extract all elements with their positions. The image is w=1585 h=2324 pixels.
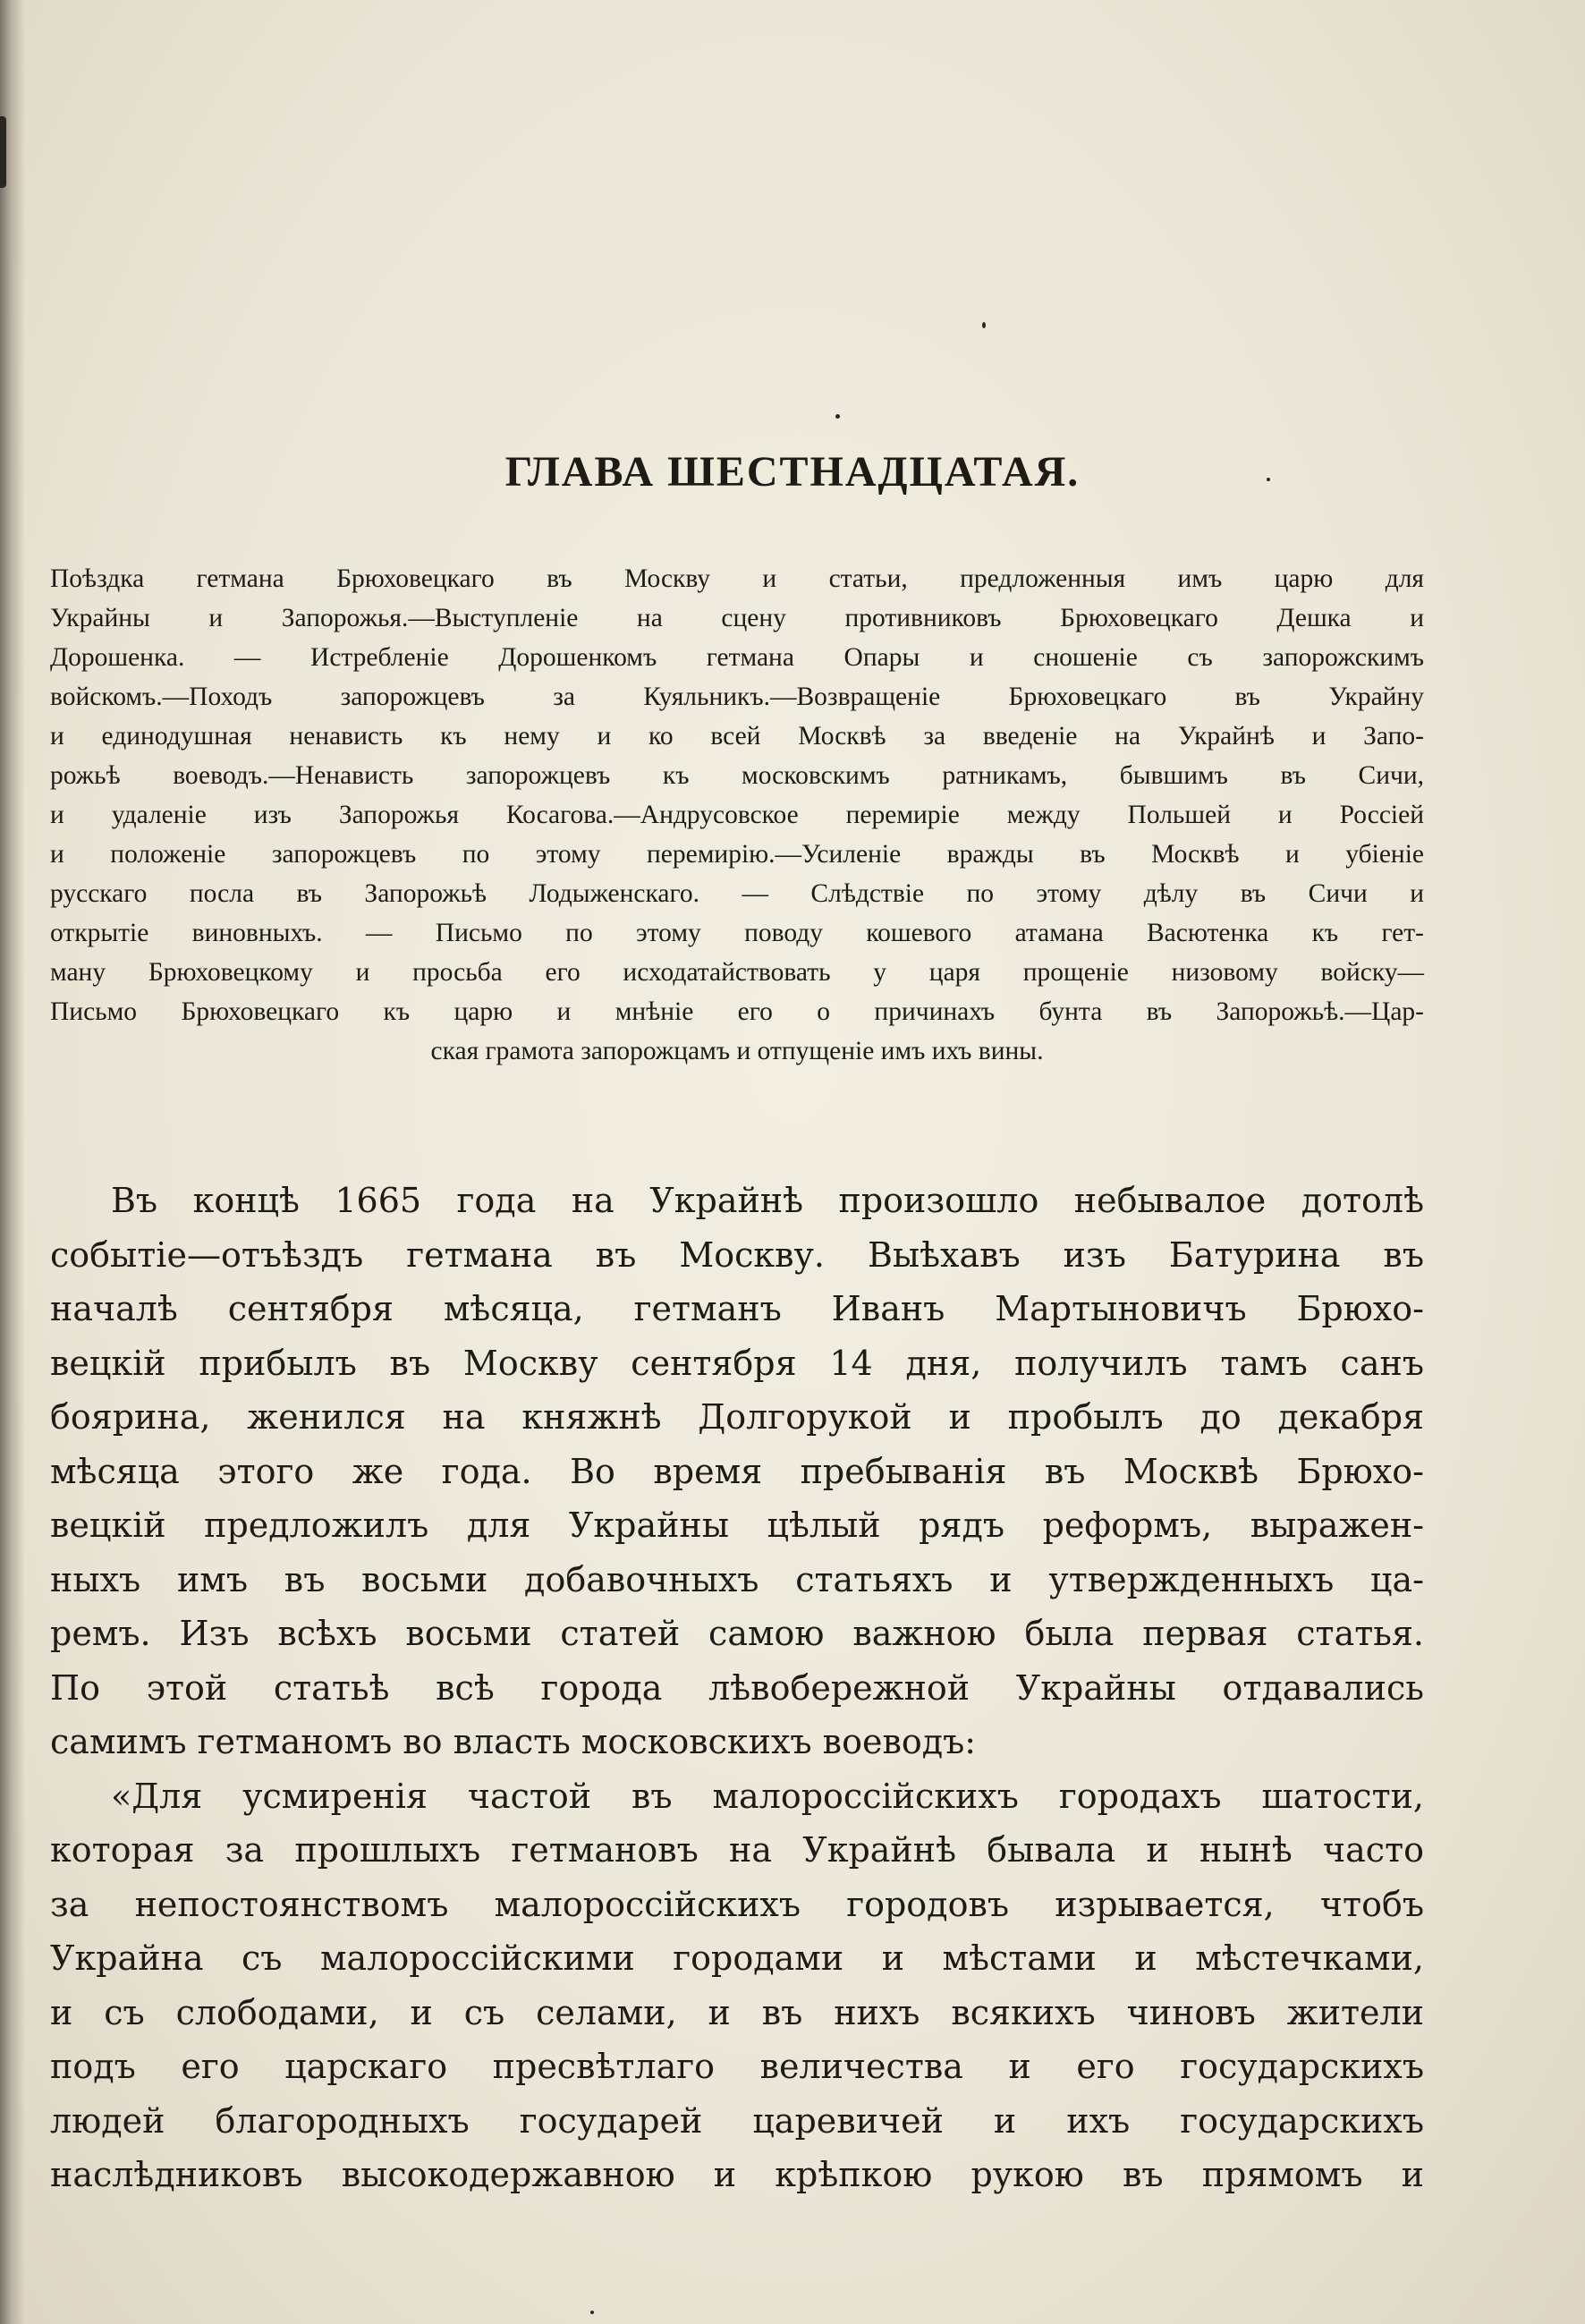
body-line: мѣсяца этого же года. Во время пребыванія въ Москвѣ Брюхо- [50,1451,1424,1491]
body-line: подъ его царскаго пресвѣтлаго величества и его государскихъ [50,2047,1424,2086]
body-line: боярина, женился на княжнѣ Долгорукой и пробылъ до декабря [50,1397,1424,1437]
body-line: и съ слободами, и съ селами, и въ нихъ всякихъ чиновъ жители [50,1992,1424,2032]
summary-line: и удаленіе изъ Запорожья Косагова.—Андрусовское перемиріе между Польшей и Россіей [50,801,1424,829]
body-line: людей благородныхъ государей царевичей и ихъ государскихъ [50,2100,1424,2141]
chapter-title: ГЛАВА ШЕСТНАДЦАТАЯ. [504,448,1081,496]
summary-line: Поѣздка гетмана Брюховецкаго въ Москву и статьи, предложенныя имъ царю для [50,564,1424,593]
ink-speck [835,414,840,419]
body-line: вецкій прибылъ въ Москву сентября 14 дня, получилъ тамъ санъ [50,1343,1424,1383]
summary-line: русскаго посла въ Запорожьѣ Лодыженскаго. — Слѣдствіе по этому дѣлу въ Сичи и [50,879,1424,908]
summary-line: и единодушная ненависть къ нему и ко всей Москвѣ за введеніе на Украйнѣ и Запо- [50,722,1424,751]
page-binding-shadow [0,0,25,2324]
body-line: «Для усмиренія частой въ малороссійскихъ городахъ шатости, [111,1776,1424,1816]
body-line: началѣ сентября мѣсяца, гетманъ Иванъ Мартыновичъ Брюхо- [50,1289,1424,1328]
body-line: событіе—отъѣздъ гетмана въ Москву. Выѣхавъ изъ Батурина въ [50,1234,1424,1275]
body-line: которая за прошлыхъ гетмановъ на Украйнѣ бывала и нынѣ часто [50,1830,1424,1870]
summary-line: войскомъ.—Походъ запорожцевъ за Куяльникъ.—Возвращеніе Брюховецкаго въ Украйну [50,683,1424,711]
summary-line: ская грамота запорожцамъ и отпущеніе имъ ихъ вины. [430,1037,1044,1065]
ink-speck [982,322,986,328]
summary-line: Письмо Брюховецкаго къ царю и мнѣніе его о причинахъ бунта въ Запорожьѣ.—Цар- [50,997,1424,1026]
body-line: наслѣдниковъ высокодержавною и крѣпкою рукою въ прямомъ и [50,2155,1424,2194]
body-line: Украйна съ малороссійскими городами и мѣстами и мѣстечками, [50,1938,1424,1978]
body-line: ныхъ имъ въ восьми добавочныхъ статьяхъ и утвержденныхъ ца- [50,1559,1424,1599]
summary-line: ману Брюховецкому и просьба его исходатайствовать у царя прощеніе низовому войску— [50,958,1424,987]
summary-line: и положеніе запорожцевъ по этому перемирію.—Усиленіе вражды въ Москвѣ и убіеніе [50,840,1424,869]
body-line: Въ концѣ 1665 года на Украйнѣ произошло небывалое дотолѣ [111,1181,1424,1220]
body-text [50,1174,1424,2202]
summary-line: открытіе виновныхъ. — Письмо по этому поводу кошевого атамана Васютенка къ гет- [50,919,1424,947]
ink-speck [1267,478,1270,481]
binding-mark [0,116,6,188]
summary-line: Украйны и Запорожья.—Выступленіе на сцену противниковъ Брюховецкаго Дешка и [50,604,1424,632]
body-line: вецкій предложилъ для Украйны цѣлый рядъ реформъ, выражен- [50,1506,1424,1545]
body-line: за непостоянствомъ малороссійскихъ городовъ изрывается, чтобъ [50,1884,1424,1924]
body-line: По этой статьѣ всѣ города лѣвобережной Украйны отдавались [50,1667,1424,1708]
body-line: самимъ гетманомъ во власть московскихъ воеводъ: [50,1722,977,1761]
summary-line: Дорошенка. — Истребленіе Дорошенкомъ гетмана Опары и сношеніе съ запорожскимъ [50,643,1424,672]
chapter-summary [50,559,1424,1071]
body-line: ремъ. Изъ всѣхъ восьми статей самою важною была первая статья. [50,1614,1424,1653]
summary-line: рожьѣ воеводъ.—Ненависть запорожцевъ къ московскимъ ратникамъ, бывшимъ въ Сичи, [50,761,1424,790]
ink-speck [590,2311,594,2314]
